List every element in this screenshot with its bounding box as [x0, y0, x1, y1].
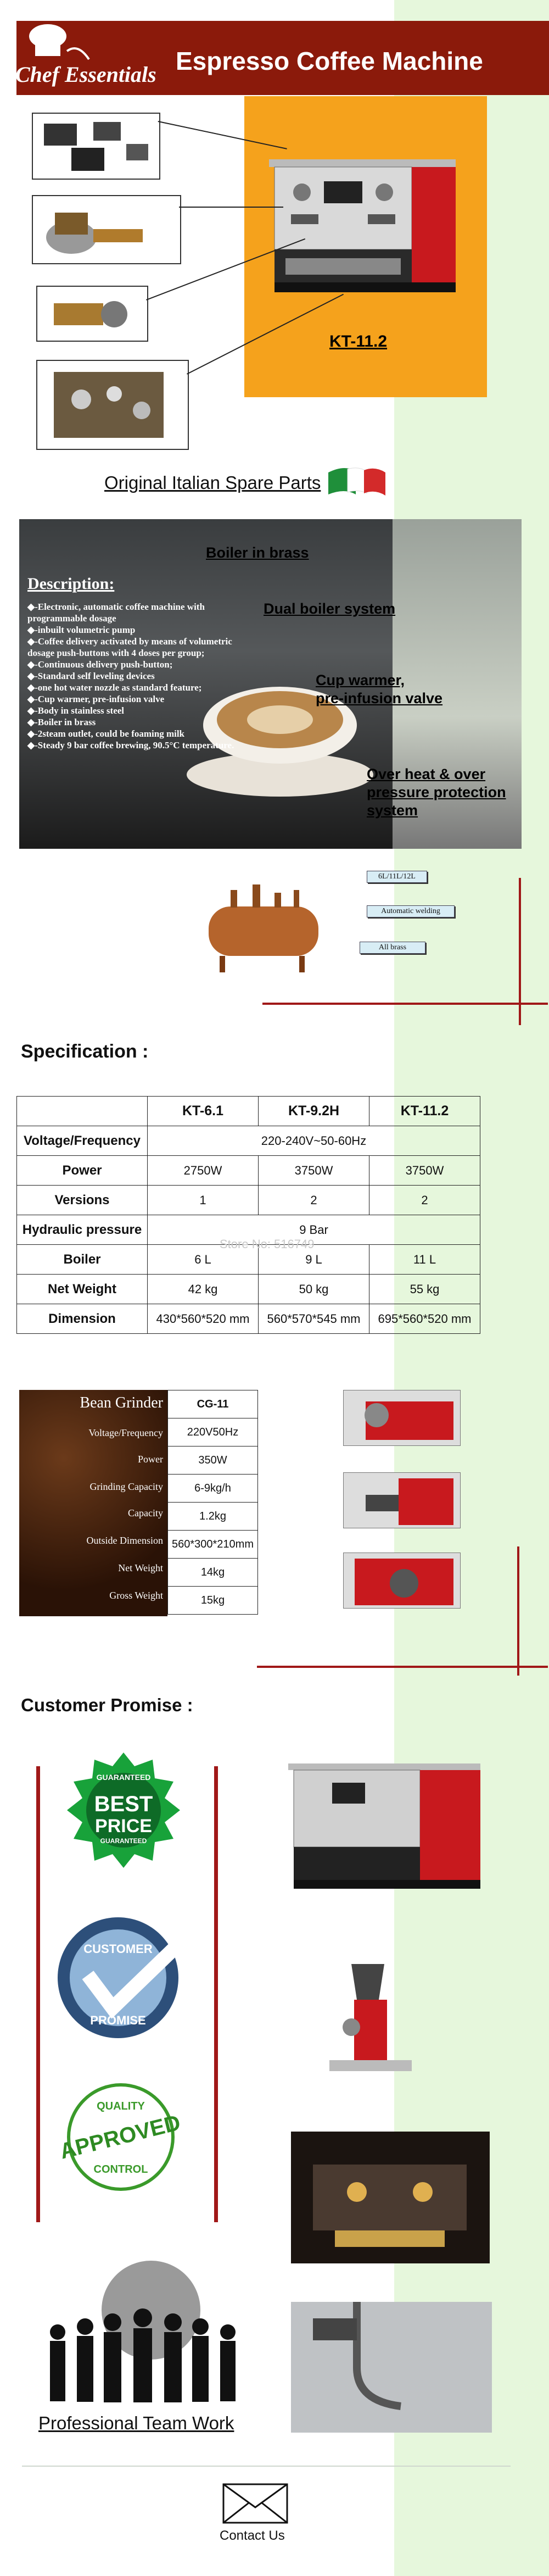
table-cell: 2750W — [148, 1156, 259, 1186]
badge-text: APPROVED — [57, 2110, 183, 2164]
circuit-board-icon — [33, 114, 159, 179]
customer-promise-badge-icon — [55, 1915, 209, 2041]
espresso-machine-image — [258, 154, 467, 302]
list-item: ◆-Standard self leveling devices — [27, 671, 155, 681]
grinder-label: Outside Dimension — [86, 1535, 163, 1546]
table-cell: 50 kg — [259, 1275, 369, 1304]
row-label: Voltage/Frequency — [17, 1126, 148, 1156]
boiler-tag: 6L/11L/12L — [367, 871, 427, 883]
list-item: ◆-Coffee delivery activated by means of volumetric dosage push-buttons with 4 doses per group; — [27, 636, 232, 658]
boiler-tag: All brass — [360, 942, 425, 954]
red-divider — [214, 1766, 218, 2222]
badge-text: PRICE — [95, 1816, 152, 1837]
table-cell: CG-11 — [168, 1390, 258, 1418]
table-cell: 3750W — [369, 1156, 480, 1186]
table-row — [17, 1186, 480, 1215]
list-item: ◆-inbuilt volumetric pump — [27, 625, 136, 635]
table-cell: 55 kg — [369, 1275, 480, 1304]
table-cell: 220V50Hz — [168, 1418, 258, 1446]
table-cell: 220-240V~50-60Hz — [148, 1126, 480, 1156]
list-item: ◆-Body in stainless steel — [27, 705, 125, 716]
pump-thumbnail — [36, 286, 148, 342]
table-cell: KT-9.2H — [259, 1097, 369, 1126]
best-price-badge-icon — [55, 1750, 192, 1882]
table-cell: 1.2kg — [168, 1503, 258, 1531]
list-item: ◆-Electronic, automatic coffee machine with programmable dosage — [27, 602, 205, 624]
pump-icon — [37, 287, 147, 341]
table-cell: 2 — [369, 1186, 480, 1215]
solenoid-valve-thumbnail — [32, 195, 181, 264]
table-row — [168, 1587, 258, 1615]
row-label: Boiler — [17, 1245, 148, 1275]
coffee-grinder-photo — [318, 1961, 417, 2082]
brass-boiler-image — [198, 873, 329, 978]
table-cell: 560*570*545 mm — [259, 1304, 369, 1334]
grinder-detail-thumbnail — [343, 1472, 461, 1528]
quality-approved-badge-icon — [49, 2079, 192, 2195]
list-item: ◆-Steady 9 bar coffee brewing, 90.5°C temperature. — [27, 740, 234, 750]
red-divider — [262, 1003, 548, 1005]
logo-text: Chef Essentials — [15, 62, 156, 87]
description-list — [27, 601, 258, 751]
machine-group-icon — [291, 2132, 490, 2263]
badge-text: GUARANTEED — [100, 1837, 147, 1845]
promise-title: Customer Promise : — [21, 1695, 193, 1715]
table-row — [168, 1446, 258, 1475]
table-cell: 350W — [168, 1446, 258, 1475]
chef-essentials-logo — [12, 21, 160, 95]
grinder-title: Bean Grinder — [80, 1394, 163, 1411]
table-cell: 695*560*520 mm — [369, 1304, 480, 1334]
chef-hat-icon — [18, 21, 94, 65]
badge-text: QUALITY — [97, 2100, 145, 2112]
store-watermark: Store No: 516749 — [220, 1237, 315, 1251]
list-item: ◆-2steam outlet, could be foaming milk — [27, 728, 185, 739]
red-divider — [257, 1666, 548, 1668]
contact-us-link[interactable]: Contact Us — [220, 2528, 285, 2543]
row-label: Hydraulic pressure — [17, 1215, 148, 1245]
table-cell: 9 L — [259, 1245, 369, 1275]
table-cell: 14kg — [168, 1559, 258, 1587]
table-row — [168, 1475, 258, 1503]
table-cell: KT-6.1 — [148, 1097, 259, 1126]
table-cell: 1 — [148, 1186, 259, 1215]
row-label: Net Weight — [17, 1275, 148, 1304]
red-divider — [519, 878, 521, 1025]
table-cell: 430*560*520 mm — [148, 1304, 259, 1334]
table-cell: 15kg — [168, 1587, 258, 1615]
badge-text: CUSTOMER — [83, 1942, 153, 1956]
grinder-label: Gross Weight — [109, 1590, 163, 1601]
table-row — [17, 1097, 480, 1126]
control-board-thumbnail — [32, 113, 160, 180]
list-item: ◆-Cup warmer, pre-infusion valve — [27, 694, 165, 704]
red-divider — [36, 1766, 40, 2222]
grinder-part-icon — [344, 1553, 460, 1608]
spec-table — [16, 1096, 480, 1334]
grinder-label: Grinding Capacity — [89, 1481, 163, 1492]
feature-boiler-brass: Boiler in brass — [206, 544, 309, 561]
table-cell: 6 L — [148, 1245, 259, 1275]
feature-pressure-protection: pressure protection — [367, 784, 506, 800]
feature-pre-infusion: pre-infusion valve — [316, 690, 443, 706]
team-silhouette-icon — [36, 2261, 250, 2409]
row-label: Power — [17, 1156, 148, 1186]
group-head-icon — [37, 361, 188, 449]
machine-in-use-photo — [291, 2132, 490, 2263]
grinder-part-icon — [344, 1390, 460, 1445]
steam-wand-photo — [291, 2302, 492, 2433]
divider — [22, 2466, 511, 2467]
feature-system: system — [367, 802, 418, 819]
page-title: Espresso Coffee Machine — [176, 47, 483, 75]
grinder-label: Net Weight — [118, 1562, 163, 1573]
grinder-detail-thumbnail — [343, 1390, 461, 1446]
espresso-machine-photo — [283, 1758, 486, 1893]
table-row — [168, 1559, 258, 1587]
description-title: Description: — [27, 575, 115, 593]
badge-text: GUARANTEED — [96, 1773, 151, 1782]
table-row — [168, 1531, 258, 1559]
table-row — [17, 1126, 480, 1156]
grinder-label: Power — [138, 1454, 163, 1465]
table-row — [168, 1418, 258, 1446]
spec-title: Specification : — [21, 1041, 149, 1062]
table-cell: 560*300*210mm — [168, 1531, 258, 1559]
grinder-label: Voltage/Frequency — [88, 1427, 163, 1438]
list-item: ◆-one hot water nozzle as standard feature; — [27, 682, 202, 693]
grinder-spec-table — [167, 1390, 258, 1615]
spare-parts-text: Original Italian Spare Parts — [104, 472, 321, 493]
feature-overheat: Over heat & over — [367, 766, 486, 782]
italian-flag-icon — [328, 461, 385, 498]
table-row — [17, 1275, 480, 1304]
table-cell: 2 — [259, 1186, 369, 1215]
table-row — [17, 1156, 480, 1186]
grinder-label: Capacity — [128, 1507, 163, 1518]
badge-text: PROMISE — [90, 2013, 146, 2027]
feature-cup-warmer: Cup warmer, — [316, 672, 405, 688]
grinder-part-icon — [344, 1473, 460, 1528]
pointer-line — [179, 207, 283, 208]
list-item: ◆-Boiler in brass — [27, 717, 96, 727]
table-row — [17, 1304, 480, 1334]
solenoid-valve-icon — [33, 196, 180, 263]
model-label: KT-11.2 — [329, 332, 388, 350]
badge-text: CONTROL — [93, 2163, 148, 2176]
steam-wand-icon — [291, 2302, 492, 2433]
table-cell: KT-11.2 — [369, 1097, 480, 1126]
red-divider — [517, 1546, 519, 1676]
team-title: Professional Team Work — [38, 2413, 234, 2433]
coffee-beans-panel — [19, 1390, 167, 1616]
feature-dual-boiler: Dual boiler system — [264, 600, 396, 617]
table-cell: 11 L — [369, 1245, 480, 1275]
envelope-icon[interactable] — [222, 2483, 288, 2524]
grinder-detail-thumbnail — [343, 1553, 461, 1609]
group-head-thumbnail — [36, 360, 189, 450]
table-cell — [17, 1097, 148, 1126]
table-cell: 9 Bar — [148, 1215, 480, 1245]
table-cell: 3750W — [259, 1156, 369, 1186]
table-row — [168, 1390, 258, 1418]
row-label: Dimension — [17, 1304, 148, 1334]
table-cell: 42 kg — [148, 1275, 259, 1304]
badge-text: BEST — [94, 1792, 153, 1816]
table-cell: 6-9kg/h — [168, 1475, 258, 1503]
list-item: ◆-Continuous delivery push-button; — [27, 659, 173, 670]
row-label: Versions — [17, 1186, 148, 1215]
table-row — [168, 1503, 258, 1531]
boiler-tag: Automatic welding — [367, 905, 455, 917]
